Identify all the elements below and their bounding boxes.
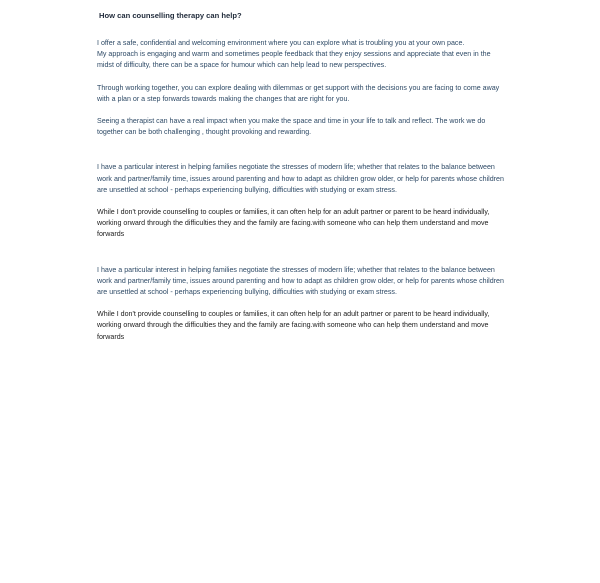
intro-line-2: My approach is engaging and warm and sometimes people feedback that they enjoy sessions and appreciate that even in the midst of difficulty, there can be a space for humour which can help lead to new perspectives. (97, 50, 491, 70)
intro-line-1: I offer a safe, confidential and welcoming environment where you can explore what is troubling you at your own pace. (97, 39, 465, 47)
couples-paragraph-1: While I don't provide counselling to couples or families, it can often help for an adult partner or parent to be heard individually, working orward through the difficulties they and the family are facing.with someone who can help them understand and move forwards (97, 208, 490, 239)
families-paragraph-2: I have a particular interest in helping families negotiate the stresses of modern life; whether that relates to the balance between work and partner/family time, issues around parenting and how to adapt as children grow older, or help for parents whose children are unsettled at school - perhaps experiencing bullying, difficulties with studying or exam stress. (97, 265, 504, 297)
couples-paragraph-2: While I don't provide counselling to couples or families, it can often help for an adult partner or parent to be heard individually, working orward through the difficulties they and the family are facing.with someone who can help them understand and move forwards (97, 310, 490, 341)
families-paragraph-1: I have a particular interest in helping families negotiate the stresses of modern life; whether that relates to the balance between work and partner/family time, issues around parenting and how to adapt as children grow older, or help for parents whose children are unsettled at school - perhaps experiencing bullying, difficulties with studying or exam stress. (97, 163, 504, 194)
page-content (97, 10, 509, 343)
page-title: How can counselling therapy can help? (99, 11, 242, 20)
intro-paragraph (97, 38, 509, 72)
together-paragraph: Through working together, you can explore dealing with dilemmas or get support with the decisions you are facing to come away with a plan or a step forwards towards making the changes that are right for you. (97, 83, 500, 103)
impact-paragraph: Seeing a therapist can have a real impact when you make the space and time in your life to talk and reflect. The work we do together can be both challenging , thought provoking and rewarding. (97, 117, 486, 137)
